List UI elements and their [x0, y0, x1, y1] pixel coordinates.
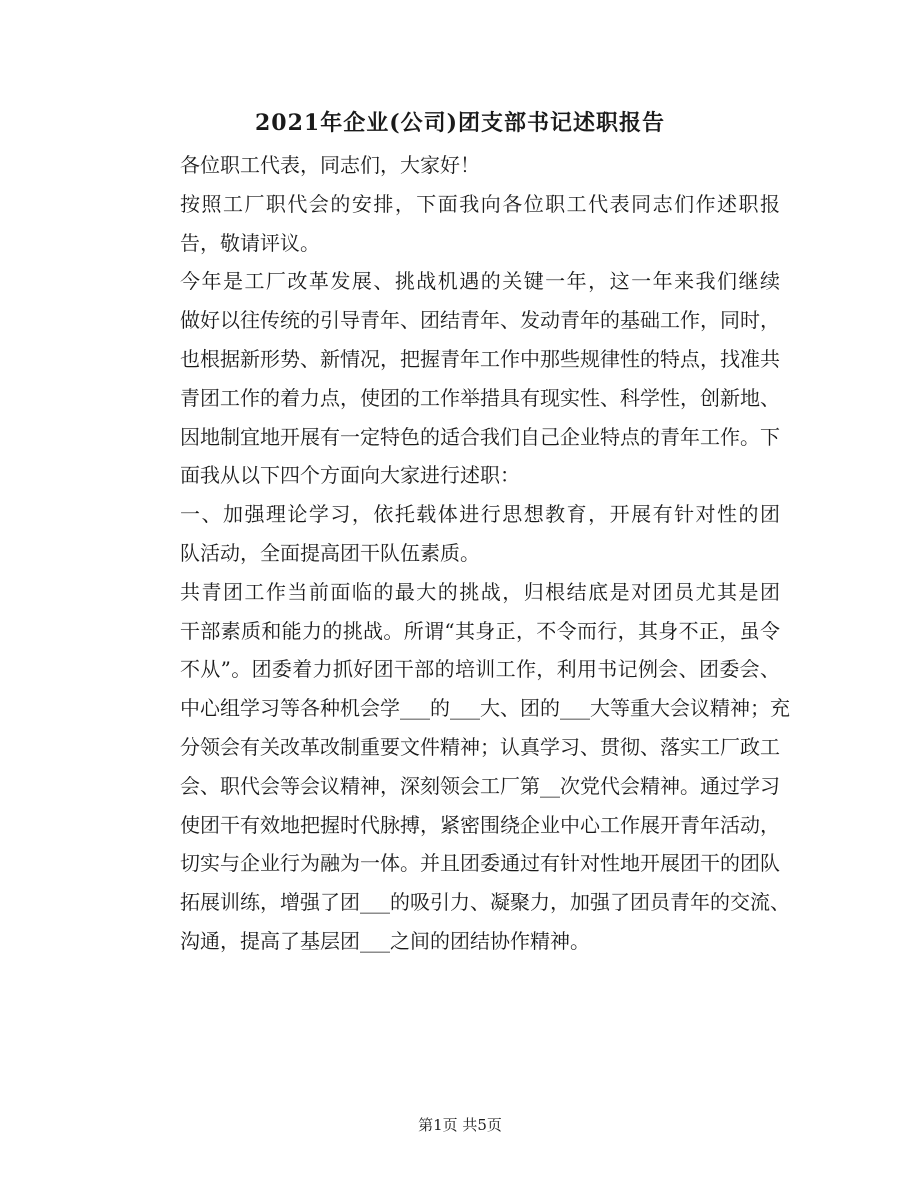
paragraph-line: 青团工作的着力点，使团的工作举措具有现实性、科学性，创新地、 [180, 385, 780, 410]
paragraph-line: 面我从以下四个方面向大家进行述职： [180, 463, 520, 488]
paragraph-line: 不从”。团委着力抓好团干部的培训工作，利用书记例会、团委会、 [180, 657, 780, 682]
paragraph-line: 使团干有效地把握时代脉搏，紧密围绕企业中心工作展开青年活动， [180, 812, 780, 837]
paragraph-section-heading [140, 495, 780, 573]
paragraph-line: 队活动，全面提高团干队伍素质。 [180, 540, 480, 565]
paragraph-section-body [140, 573, 790, 961]
paragraph-line: 拓展训练，增强了团___的吸引力、凝聚力，加强了团员青年的交流、 [180, 890, 790, 915]
paragraph-line: 今年是工厂改革发展、挑战机遇的关键一年，这一年来我们继续 [180, 269, 780, 294]
paragraph-line: 按照工厂职代会的安排，下面我向各位职工代表同志们作述职报 [180, 191, 780, 216]
document-body [140, 146, 790, 961]
paragraph-greeting [140, 146, 780, 185]
paragraph-line: 分领会有关改革改制重要文件精神；认真学习、贯彻、落实工厂政工 [180, 734, 780, 759]
paragraph-line: 告，敬请评议。 [180, 230, 320, 255]
paragraph-line: 共青团工作当前面临的最大的挑战，归根结底是对团员尤其是团 [180, 579, 780, 604]
paragraph-line: 沟通，提高了基层团___之间的团结协作精神。 [180, 928, 590, 953]
paragraph-line: 中心组学习等各种机会学___的___大、团的___大等重大会议精神；充 [180, 696, 790, 721]
paragraph-line: 干部素质和能力的挑战。所谓“其身正，不令而行，其身不正，虽令 [180, 618, 780, 643]
paragraph-line: 会、职代会等会议精神，深刻领会工厂第__次党代会精神。通过学习 [180, 773, 780, 798]
paragraph-intro [140, 185, 780, 263]
document-title: 2021年企业(公司)团支部书记述职报告 [254, 110, 666, 136]
paragraph-line: 一、加强理论学习，依托载体进行思想教育，开展有针对性的团 [180, 502, 780, 527]
paragraph-overview [140, 262, 780, 495]
paragraph-line: 因地制宜地开展有一定特色的适合我们自己企业特点的青年工作。下 [180, 424, 780, 449]
paragraph-line: 也根据新形势、新情况，把握青年工作中那些规律性的特点，找准共 [180, 346, 780, 371]
page-number: 第1页 共5页 [418, 1116, 502, 1134]
paragraph-line: 切实与企业行为融为一体。并且团委通过有针对性地开展团干的团队 [180, 851, 780, 876]
paragraph-line: 各位职工代表，同志们，大家好！ [180, 153, 480, 177]
paragraph-line: 做好以往传统的引导青年、团结青年、发动青年的基础工作，同时， [180, 308, 780, 333]
